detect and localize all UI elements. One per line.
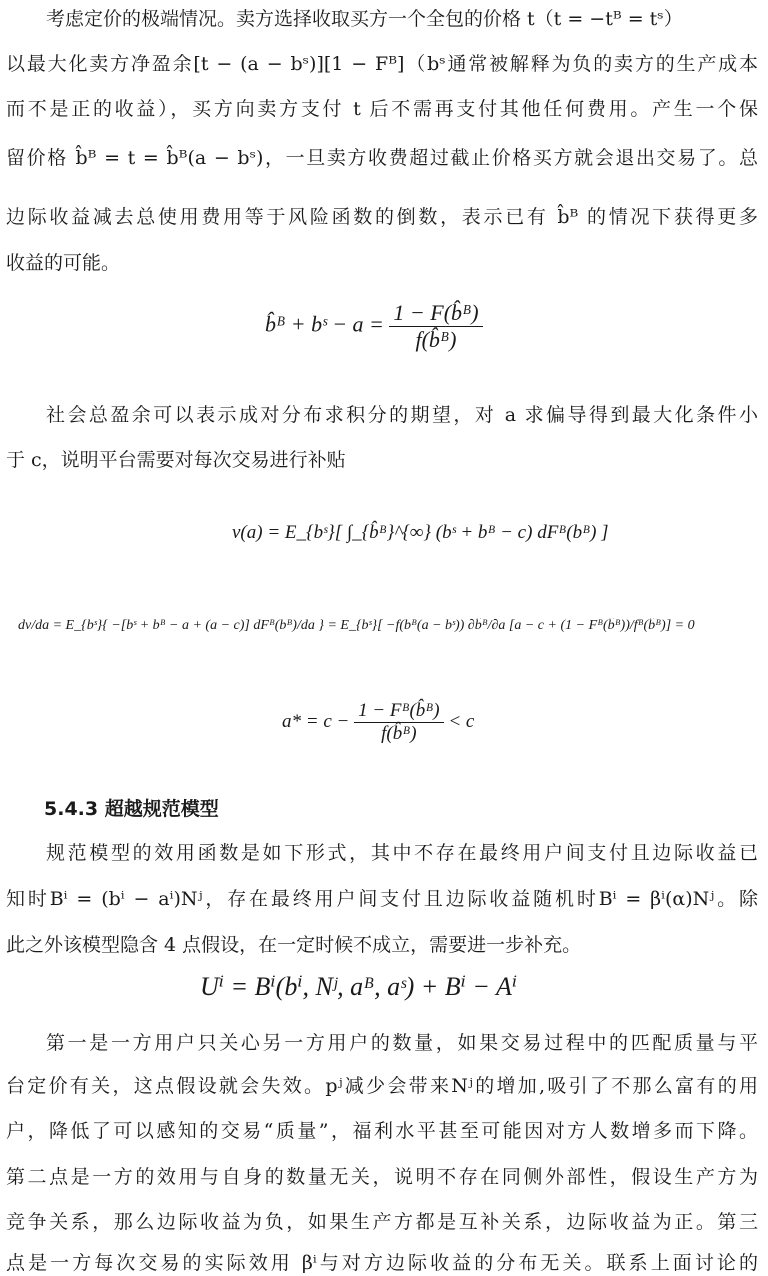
- section-number: 5.4.3: [44, 798, 99, 820]
- equation-optimal-fee-numerator: 1 − Fᴮ(b̂ᴮ): [354, 700, 444, 723]
- paragraph4-line3: 户，降低了可以感知的交易“质量”，福利水平甚至可能因对方人数增多而下降。: [6, 1120, 758, 1142]
- equation-hazard-denominator: f(b̂ᴮ): [415, 327, 457, 352]
- paragraph1-line1: 考虑定价的极端情况。卖方选择收取买方一个全包的价格 t（t = −tᴮ = tˢ）: [46, 8, 683, 30]
- paragraph4-line1: 第一是一方用户只关心另一方用户的数量，如果交易过程中的匹配质量与平: [46, 1032, 758, 1054]
- paragraph1-line4: 留价格 b̂ᴮ = t = b̂ᴮ(a − bˢ)，一旦卖方收费超过截止价格买方就会退出交易了。总: [6, 147, 758, 169]
- paragraph4-line4: 第二点是一方的效用与自身的数量无关，说明不存在同侧外部性，假设生产方为: [6, 1166, 758, 1188]
- equation-utility: Uⁱ = Bⁱ(bⁱ, Nʲ, aᴮ, aˢ) + Bⁱ − Aⁱ: [200, 972, 518, 1001]
- paragraph4-line2: 台定价有关，这点假设就会失效。pʲ减少会带来Nʲ的增加,吸引了不那么富有的用: [6, 1075, 758, 1097]
- paragraph2-line2: 于 c，说明平台需要对每次交易进行补贴: [6, 449, 346, 471]
- paragraph4-line6: 点是一方每次交易的实际效用 βⁱ与对方边际收益的分布无关。联系上面讨论的: [6, 1252, 758, 1274]
- paragraph1-line3: 而不是正的收益），买方向卖方支付 t 后不需再支付其他任何费用。产生一个保: [6, 98, 758, 120]
- equation-welfare: v(a) = E_{bˢ}[ ∫_{b̂ᴮ}^{∞} (bˢ + bᴮ − c) dFᴮ(bᴮ) ]: [232, 522, 609, 543]
- equation-hazard-numerator: 1 − F(b̂ᴮ): [389, 300, 482, 327]
- paragraph3-line1: 规范模型的效用函数是如下形式，其中不存在最终用户间支付且边际收益已: [46, 842, 758, 864]
- section-heading: [44, 794, 219, 821]
- equation-hazard: [265, 300, 483, 353]
- paragraph1-line2: 以最大化卖方净盈余[t − (a − bˢ)][1 − Fᴮ]（bˢ通常被解释为负的卖方的生产成本: [6, 53, 758, 75]
- paragraph3-line3: 此之外该模型隐含 4 点假设，在一定时候不成立，需要进一步补充。: [6, 934, 582, 956]
- paragraph1-line6: 收益的可能。: [6, 252, 121, 274]
- equation-optimal-fee-rhs: < c: [448, 710, 475, 732]
- equation-optimal-fee-fraction: [354, 700, 444, 745]
- paragraph1-line5: 边际收益减去总使用费用等于风险函数的倒数，表示已有 b̂ᴮ 的情况下获得更多: [6, 206, 758, 228]
- section-title: 超越规范模型: [104, 798, 219, 820]
- paragraph3-line2: 知时Bⁱ = (bⁱ − aⁱ)Nʲ，存在最终用户间支付且边际收益随机时Bⁱ = βⁱ(α)Nʲ。除: [6, 888, 758, 910]
- equation-optimal-fee-denominator: f(b̂ᴮ): [381, 723, 417, 744]
- equation-hazard-lhs: b̂ᴮ + bˢ − a =: [265, 311, 384, 337]
- equation-derivative: dv/da = E_{bˢ}{ −[bˢ + bᴮ − a + (a − c)] dFᴮ(bᴮ)/da } = E_{bˢ}[ −f(bᴮ(a − bˢ)) ∂b̂ᴮ/∂a [a − c + (1 − Fᴮ(b̂ᴮ))/fᴮ(b̂ᴮ)] = 0: [18, 618, 695, 633]
- equation-optimal-fee-lhs: a* = c −: [282, 710, 350, 732]
- paragraph2-line1: 社会总盈余可以表示成对分布求积分的期望，对 a 求偏导得到最大化条件小: [46, 404, 758, 426]
- equation-hazard-fraction: [389, 300, 482, 353]
- equation-optimal-fee: [282, 700, 474, 745]
- paragraph4-line5: 竞争关系，那么边际收益为负，如果生产方都是互补关系，边际收益为正。第三: [6, 1211, 758, 1233]
